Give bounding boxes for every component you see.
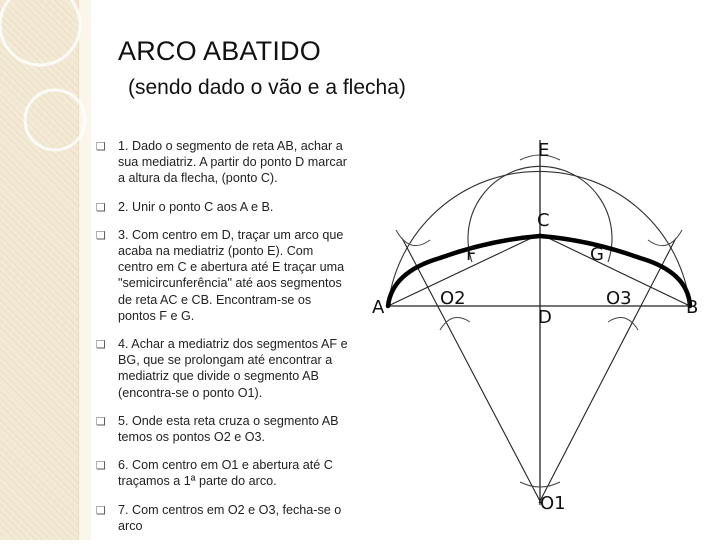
bullet-icon: ❑ (96, 338, 106, 352)
bullet-icon: ❑ (96, 140, 106, 153)
label-c: C (537, 210, 550, 231)
arc-center-d (388, 171, 690, 306)
label-e: E (538, 140, 550, 161)
decorative-circles (0, 0, 90, 200)
list-item (96, 457, 348, 489)
step-text: 7. Com centros em O2 e O3, fecha-se o arco (118, 502, 342, 533)
page-subtitle: (sendo dado o vão e a flecha) (128, 76, 406, 99)
steps-list (96, 138, 348, 546)
step-text: 2. Unir o ponto C aos A e B. (118, 199, 274, 214)
label-o3: O3 (606, 288, 632, 309)
step-text: 4. Achar a mediatriz dos segmentos AF e BG, que se prolongam até encontrar a mediatriz que divide o segmento AB (encontra-se o ponto O1). (118, 337, 348, 400)
bullet-icon: ❑ (96, 414, 106, 428)
label-d: D (538, 307, 552, 328)
list-item (96, 413, 348, 445)
bisector-bg (539, 238, 676, 503)
bullet-icon: ❑ (96, 503, 106, 517)
list-item (96, 336, 348, 401)
label-f: F (466, 244, 477, 265)
list-item (96, 227, 348, 324)
label-a: A (372, 297, 385, 318)
list-item (96, 502, 348, 534)
bullet-icon: ❑ (96, 459, 106, 473)
step-text: 1. Dado o segmento de reta AB, achar a sua mediatriz. A partir do ponto D marcar a altura da flecha, (ponto C). (118, 139, 347, 186)
page-title: ARCO ABATIDO (118, 36, 321, 66)
arch-construction-diagram (362, 128, 712, 533)
step-text: 6. Com centro em O1 e abertura até C traçamos a 1ª parte do arco. (118, 458, 333, 489)
list-item (96, 199, 348, 215)
list-item (96, 138, 348, 187)
label-b: B (686, 297, 699, 318)
bullet-icon: ❑ (96, 200, 106, 214)
bullet-icon: ❑ (96, 228, 106, 242)
label-o1: O1 (540, 493, 566, 514)
bisector-af (402, 238, 541, 503)
step-text: 5. Onde esta reta cruza o segmento AB temos os pontos O2 e O3. (118, 413, 339, 445)
step-text: 3. Com centro em D, traçar um arco que acaba na mediatriz (ponto E). Com centro em C e abertura até E traçar uma "semicircunferência" até aos segmentos de reta AC e CB. Encontram-se os pontos F e G. (118, 227, 345, 323)
label-o2: O2 (440, 288, 466, 309)
flat-arch-curve (388, 236, 690, 306)
label-g: G (590, 244, 604, 265)
